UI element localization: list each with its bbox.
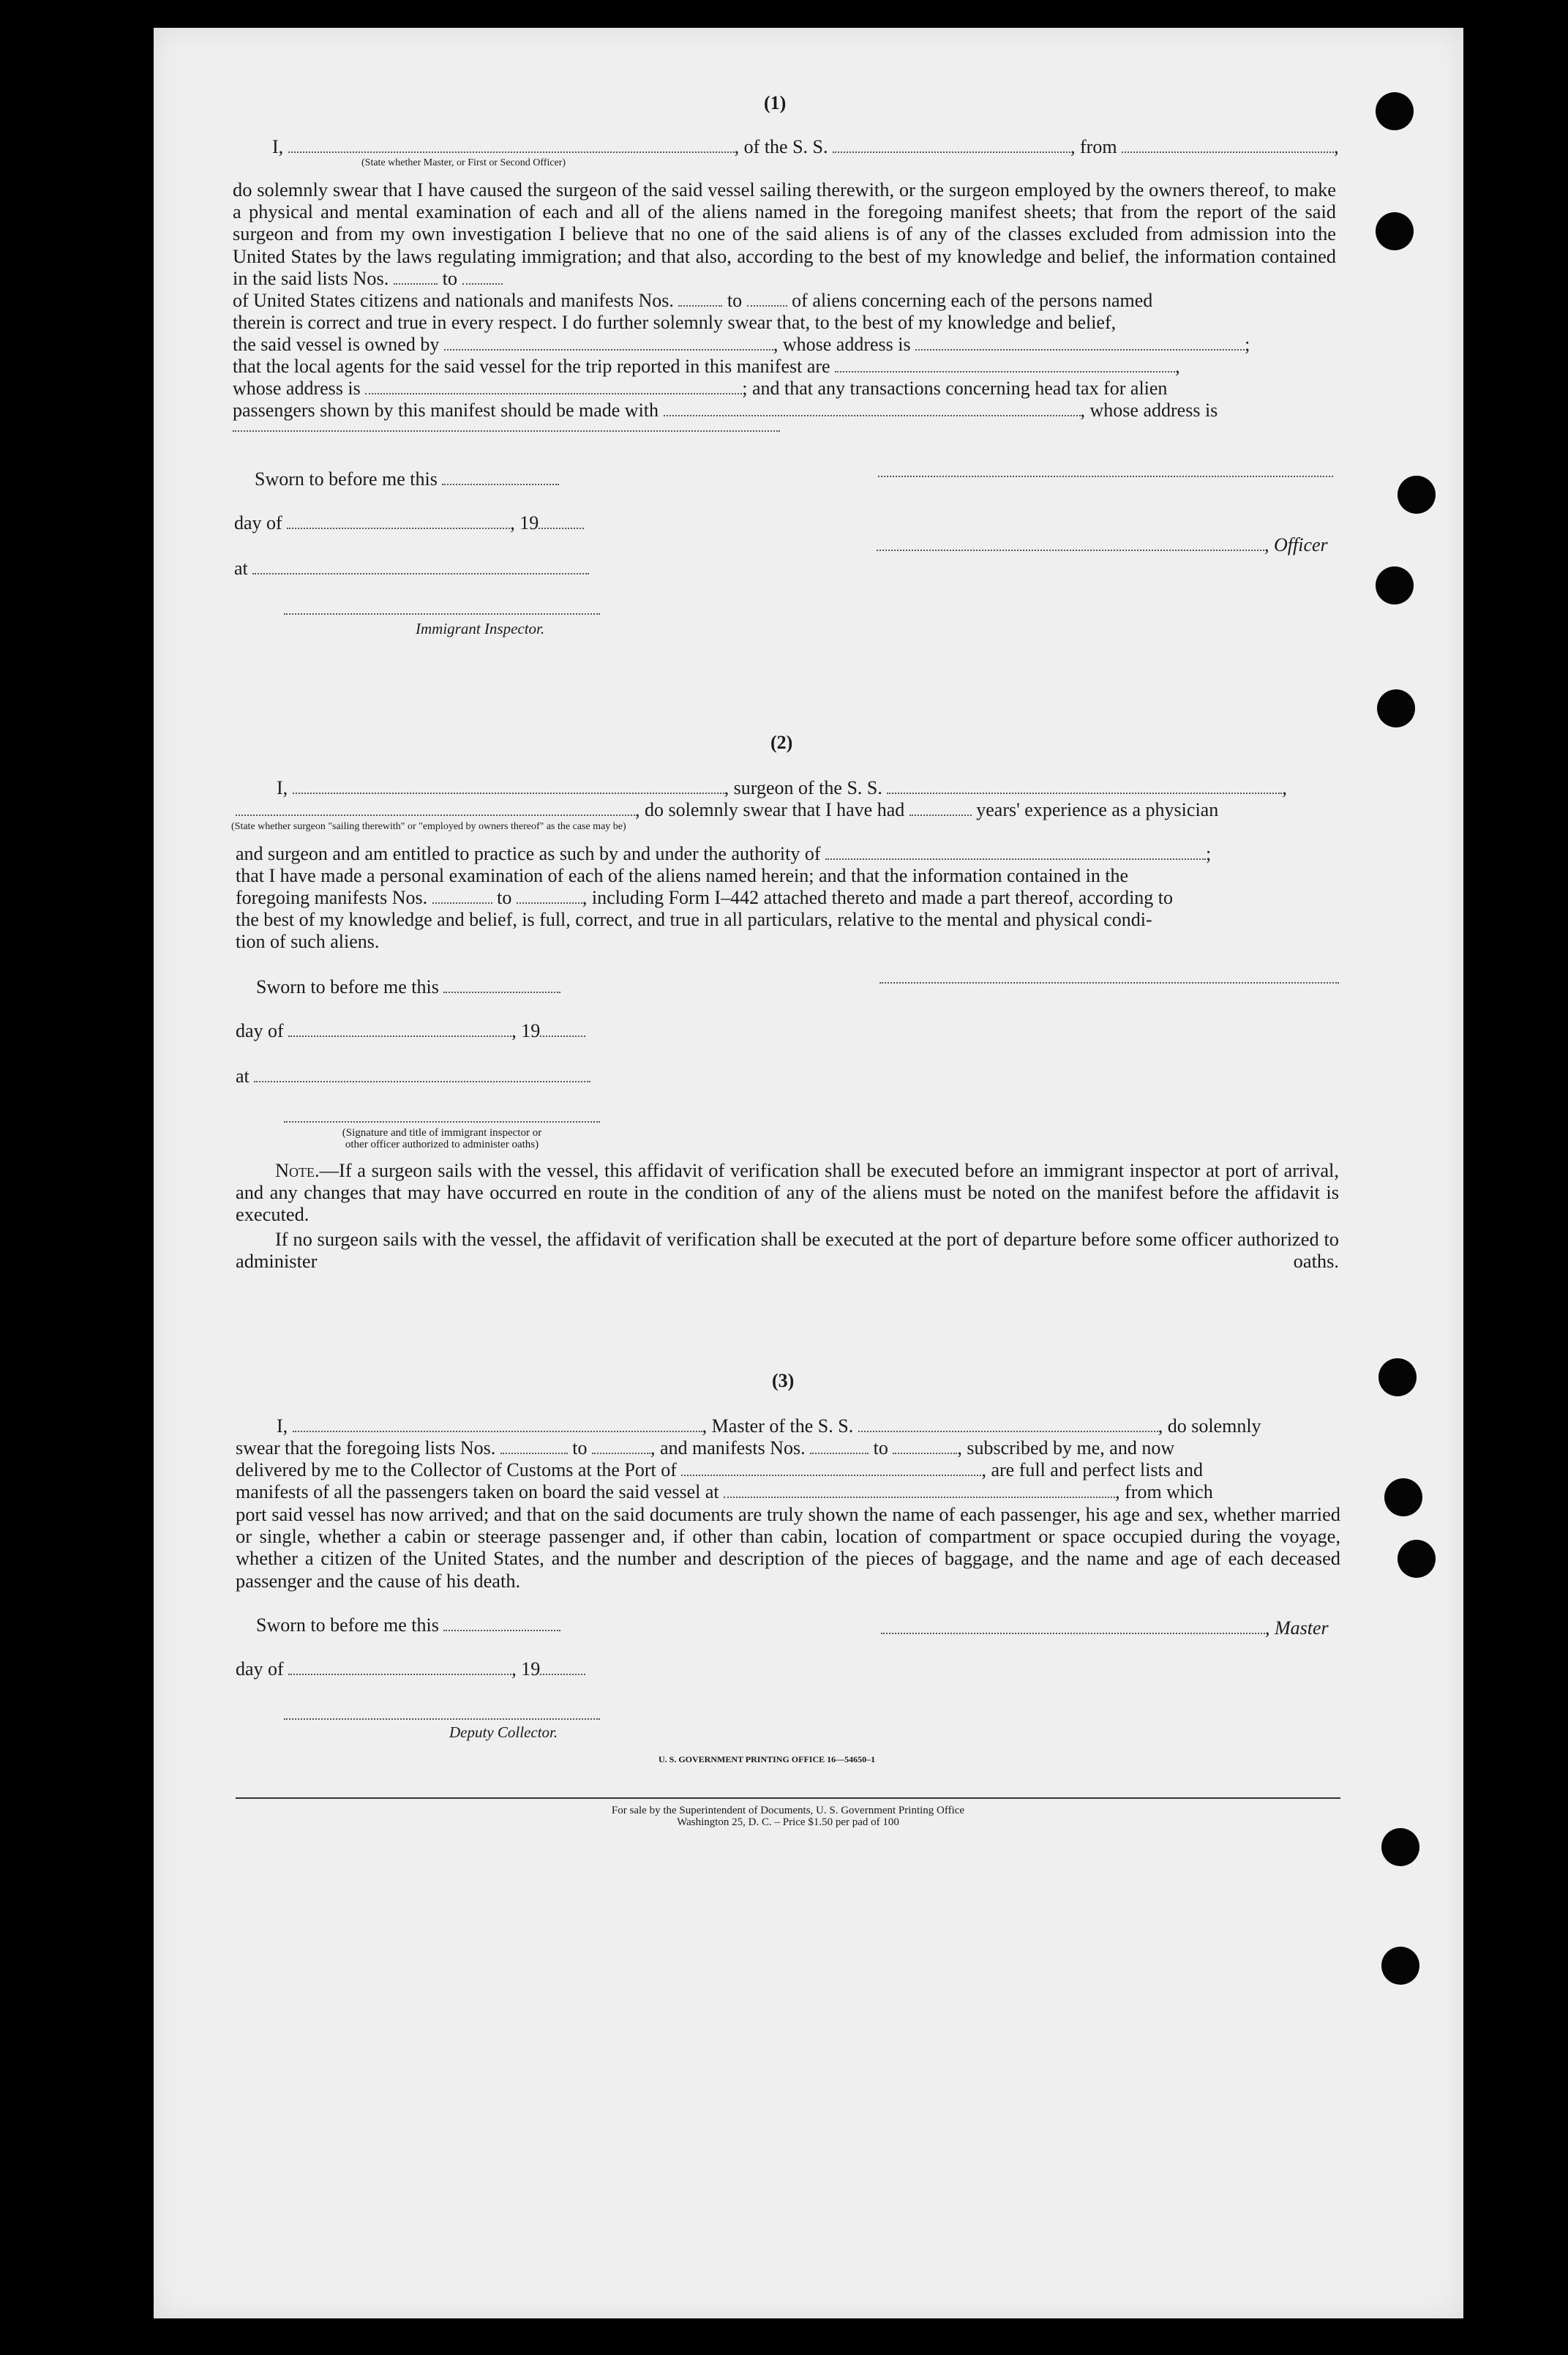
surgeon-name-field[interactable] — [293, 778, 724, 794]
oath-text: and surgeon and am entitled to practice as such by and under the authority of — [236, 843, 821, 864]
month-field[interactable] — [287, 513, 510, 529]
master-signature-field[interactable] — [881, 1618, 1265, 1634]
label: years' experience as a physician — [976, 799, 1219, 820]
section-2-line-2 — [236, 799, 1218, 821]
section-1-line-p5 — [233, 356, 1180, 378]
section-3-line-1 — [277, 1415, 1261, 1437]
place-field[interactable] — [252, 558, 589, 574]
label: whose address is — [233, 378, 361, 399]
label: to — [873, 1437, 888, 1459]
oath-text: of United States citizens and nationals and manifests Nos. — [233, 290, 674, 311]
label: passengers shown by this manifest should be made with — [233, 400, 659, 421]
label: day of — [236, 1020, 284, 1041]
footer-rule — [236, 1797, 1340, 1799]
label: to — [442, 266, 458, 289]
note-paragraph — [236, 1159, 1339, 1226]
section-1-line-1 — [272, 136, 1339, 158]
label: , from which — [1115, 1481, 1213, 1502]
at-line — [234, 558, 589, 580]
sworn-line — [256, 1614, 560, 1636]
section-2-line-5 — [236, 887, 1173, 909]
label: , — [1334, 136, 1339, 157]
label: ; — [1245, 334, 1250, 355]
note-text: If no surgeon sails with the vessel, the affidavit of verification shall be executed at the port of departure before some officer authorized to administer oaths. — [236, 1228, 1339, 1273]
label: delivered by me to the Collector of Customs at the Port of — [236, 1459, 677, 1480]
punch-hole — [1381, 1947, 1419, 1985]
owner-address-field[interactable] — [915, 334, 1245, 351]
officer-line — [877, 534, 1328, 556]
label: Sworn to before me this — [256, 976, 439, 997]
sworn-date-field[interactable] — [443, 1615, 560, 1631]
departure-port-field[interactable] — [1122, 137, 1334, 153]
label: , 19 — [511, 1658, 541, 1680]
label: , do solemnly swear that I have had — [635, 799, 905, 820]
label: , 19 — [511, 1020, 541, 1041]
label: I, — [277, 1415, 288, 1437]
ship-name-field[interactable] — [858, 1416, 1158, 1432]
surgeon-signature-field[interactable] — [879, 981, 1339, 984]
section-2-number: (2) — [770, 732, 793, 753]
oath-text: of aliens concerning each of the persons named — [792, 290, 1153, 311]
oath-text: ; and that any transactions concerning head tax for alien — [742, 378, 1168, 399]
label: , are full and perfect lists and — [981, 1459, 1203, 1480]
years-experience-field[interactable] — [909, 800, 972, 816]
note-paragraph-2 — [236, 1228, 1339, 1272]
label: manifests of all the passengers taken on board the said vessel at — [236, 1481, 719, 1502]
manifests-to-field[interactable] — [893, 1438, 957, 1454]
label: I, — [277, 777, 288, 798]
oath-text: , including Form I–442 attached thereto and made a part thereof, according to — [582, 887, 1174, 908]
note-label: Note. — [275, 1159, 320, 1181]
label: , whose address is — [1080, 400, 1218, 421]
deputy-caption: Deputy Collector. — [449, 1723, 558, 1741]
manifests-to-field[interactable] — [747, 291, 787, 307]
lists-from-field[interactable] — [394, 269, 438, 285]
label: , — [1282, 777, 1287, 798]
section-3-line-2 — [236, 1437, 1174, 1459]
section-2-line-6: the best of my knowledge and belief, is full, correct, and true in all particulars, relative to the mental and physical condi- — [236, 909, 1152, 930]
label: ; — [1206, 843, 1212, 864]
officer-title-field[interactable] — [877, 535, 1264, 551]
day-of-line — [236, 1658, 585, 1680]
sworn-date-field[interactable] — [442, 469, 559, 485]
section-3-number: (3) — [772, 1370, 795, 1391]
year-field[interactable] — [540, 1659, 585, 1675]
signature-caption: other officer authorized to administer oaths) — [345, 1139, 539, 1150]
sworn-date-field[interactable] — [443, 977, 560, 993]
inspector-signature-field[interactable] — [284, 1120, 600, 1123]
month-field[interactable] — [288, 1659, 511, 1675]
section-1-line-p3: therein is correct and true in every respect. I do further solemnly swear that, to the best of my knowledge and belief, — [233, 312, 1117, 333]
label: , Master — [1265, 1617, 1329, 1639]
punch-hole — [1377, 689, 1415, 727]
sworn-line — [256, 976, 560, 998]
label: , of the S. S. — [734, 136, 828, 157]
head-tax-address-field[interactable] — [233, 429, 780, 432]
label: , surgeon of the S. S. — [724, 777, 882, 798]
arrival-port-field[interactable] — [681, 1460, 981, 1476]
section-2-line-3 — [236, 843, 1211, 865]
label: day of — [236, 1658, 284, 1680]
section-2-line-1 — [277, 777, 1287, 799]
manifests-to-field[interactable] — [517, 888, 582, 904]
field-hint: (State whether surgeon "sailing therewith" or "employed by owners thereof" as the case may be) — [231, 821, 626, 832]
at-line — [236, 1066, 590, 1087]
label: to — [497, 887, 512, 908]
punch-hole — [1398, 1540, 1436, 1578]
label: the said vessel is owned by — [233, 334, 440, 355]
year-field[interactable] — [539, 513, 584, 529]
printing-office-imprint: U. S. GOVERNMENT PRINTING OFFICE 16—54650–1 — [659, 1754, 876, 1764]
punch-hole — [1376, 566, 1414, 604]
officer-rank-field[interactable] — [288, 137, 735, 153]
signature-caption: (Signature and title of immigrant inspector or — [342, 1127, 542, 1139]
label: swear that the foregoing lists Nos. — [236, 1437, 496, 1459]
lists-from-field[interactable] — [500, 1438, 568, 1454]
field-hint: (State whether Master, or First or Second Officer) — [361, 157, 566, 168]
punch-hole — [1376, 212, 1414, 250]
label: , 19 — [510, 512, 539, 533]
section-1-paragraph — [233, 179, 1336, 289]
note-text: —If a surgeon sails with the vessel, this affidavit of verification shall be executed before an immigrant inspector at port of arrival, and any changes that may have occurred en route in the condition of any of the aliens must be noted on the manifest before the affidavit is executed. — [236, 1159, 1339, 1226]
section-2-line-7: tion of such aliens. — [236, 931, 380, 952]
label: , do solemnly — [1158, 1415, 1261, 1437]
authority-field[interactable] — [825, 844, 1206, 860]
oath-text: do solemnly swear that I have caused the surgeon of the said vessel sailing therewith, or the surgeon employed by the owners thereof, to make a physical and mental examination of each and all of the aliens named in the foregoing manifest sheets; that from the report of the said surgeon and from my own investigation I believe that no one of the said aliens is of any of the classes excluded from admission into the United States by the laws regulating immigration; and that also, according to the best of my knowledge and belief, the information contained in the said lists Nos. — [233, 179, 1336, 289]
label: at — [236, 1066, 250, 1087]
label: , — [1175, 356, 1180, 377]
label: , Officer — [1264, 534, 1328, 555]
label: to — [572, 1437, 588, 1459]
manifests-from-field[interactable] — [810, 1438, 869, 1454]
punch-hole — [1384, 1478, 1422, 1516]
sale-notice: Washington 25, D. C. – Price $1.50 per pad of 100 — [677, 1816, 899, 1828]
punch-hole — [1376, 92, 1414, 130]
label: I, — [272, 136, 284, 157]
manifests-from-field[interactable] — [678, 291, 722, 307]
inspector-caption: Immigrant Inspector. — [416, 620, 545, 637]
lists-to-field[interactable] — [462, 269, 503, 285]
section-2-line-4: that I have made a personal examination of each of the aliens named herein; and that the information contained in the — [236, 865, 1129, 886]
agents-address-field[interactable] — [365, 378, 742, 394]
section-1-line-p6 — [233, 378, 1167, 400]
local-agents-field[interactable] — [835, 356, 1175, 372]
ship-name-field[interactable] — [887, 778, 1282, 794]
label: Sworn to before me this — [255, 468, 438, 490]
day-of-line — [234, 512, 584, 534]
label: , whose address is — [773, 334, 911, 355]
section-1-line-p7 — [233, 400, 1218, 422]
master-name-field[interactable] — [293, 1416, 702, 1432]
label: to — [727, 290, 743, 311]
day-of-line — [236, 1020, 585, 1042]
owner-field[interactable] — [444, 334, 773, 351]
deputy-signature-field[interactable] — [284, 1717, 600, 1720]
punch-hole — [1398, 476, 1436, 514]
sworn-line — [255, 468, 559, 490]
manifests-from-field[interactable] — [432, 888, 492, 904]
label: , Master of the S. S. — [702, 1415, 854, 1437]
month-field[interactable] — [288, 1021, 511, 1037]
inspector-signature-field[interactable] — [284, 612, 600, 615]
label: , subscribed by me, and now — [957, 1437, 1175, 1459]
head-tax-party-field[interactable] — [664, 400, 1081, 416]
section-3-line-4 — [236, 1481, 1213, 1503]
sale-notice: For sale by the Superintendent of Documents, U. S. Government Printing Office — [611, 1805, 965, 1816]
section-3-line-3 — [236, 1459, 1203, 1481]
label: Sworn to before me this — [256, 1614, 439, 1636]
surgeon-type-field[interactable] — [236, 800, 635, 816]
label: at — [234, 558, 248, 579]
label: foregoing manifests Nos. — [236, 887, 428, 908]
oath-text: port said vessel has now arrived; and that on the said documents are truly shown the name of each passenger, his age and sex, whether married or single, whether a cabin or steerage passenger and, if other than cabin, location of compartment or space occupied during the voyage, whether a citizen of the United States, and the number and description of the pieces of baggage, and the name and age of each deceased passenger and the cause of his death. — [236, 1503, 1340, 1592]
section-3-paragraph — [236, 1503, 1340, 1592]
master-line — [881, 1617, 1329, 1639]
label: day of — [234, 512, 282, 533]
place-field[interactable] — [254, 1066, 590, 1082]
ship-name-field[interactable] — [833, 137, 1070, 153]
boarding-port-field[interactable] — [724, 1482, 1115, 1498]
label: , and manifests Nos. — [650, 1437, 806, 1459]
year-field[interactable] — [540, 1021, 585, 1037]
section-1-line-p4 — [233, 334, 1250, 356]
lists-to-field[interactable] — [592, 1438, 650, 1454]
punch-hole — [1381, 1828, 1419, 1866]
section-1-line-p2 — [233, 290, 1152, 312]
punch-hole — [1378, 1358, 1417, 1396]
section-1-number: (1) — [764, 92, 787, 113]
label: , from — [1070, 136, 1117, 157]
oath-text: that the local agents for the said vessel for the trip reported in this manifest are — [233, 356, 830, 377]
officer-signature-field[interactable] — [878, 474, 1333, 477]
